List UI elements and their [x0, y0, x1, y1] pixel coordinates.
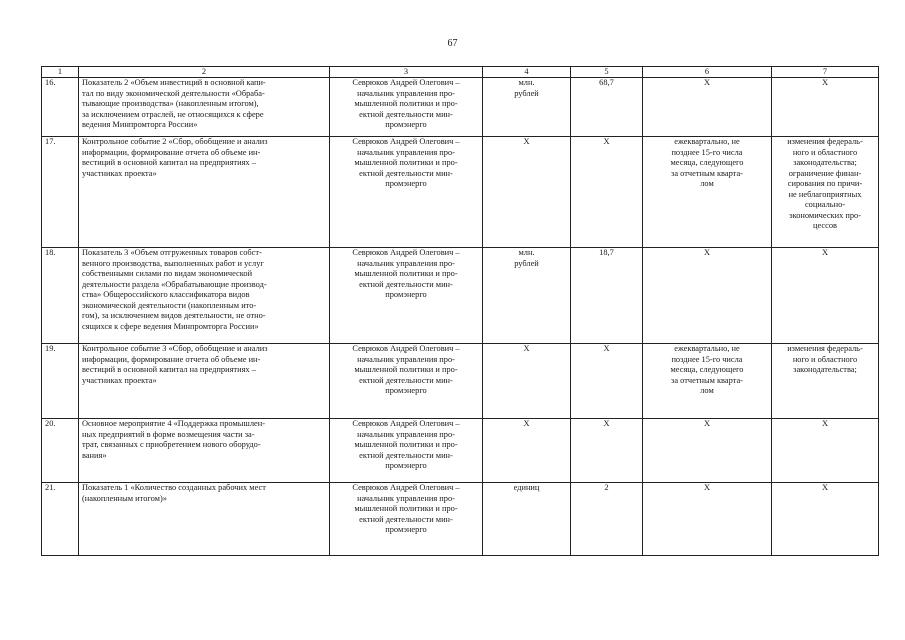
row-unit: млн. рублей [483, 248, 571, 344]
row-name: Показатель 3 «Объем отгруженных товаров собст- венного производства, выполненных работ и услуг собственными силами по видам экономической деятельности раздела «Обрабатывающие производ- ства» Общероссийского классификатора видов экономической деятельности (накопленным ито- гом), за исключением видов деятельности, не отно- сящихся к сфере ведения Минпромторга России» [79, 248, 330, 344]
row-risks: изменения федераль- ного и областного законодательства; ограничение финан- сирования по причи- не неблагоприятных социально- экономических про- цессов [772, 137, 879, 248]
table-row [42, 344, 879, 419]
row-name: Основное мероприятие 4 «Поддержка промышлен- ных предприятий в форме возмещения части за- трат, связанных с приобретением нового оборудо- вания» [79, 419, 330, 483]
row-value: 68,7 [571, 78, 643, 137]
row-name: Показатель 1 «Количество созданных рабочих мест (накопленным итогом)» [79, 483, 330, 556]
row-term: Х [643, 78, 772, 137]
row-risks: Х [772, 78, 879, 137]
row-unit: млн. рублей [483, 78, 571, 137]
col-header-1: 1 [42, 67, 79, 78]
row-number: 17. [42, 137, 79, 248]
row-risks: изменения федераль- ного и областного законодательства; [772, 344, 879, 419]
page-number: 67 [447, 38, 458, 49]
row-value: Х [571, 419, 643, 483]
row-number: 19. [42, 344, 79, 419]
table-row [42, 137, 879, 248]
row-responsible: Севрюков Андрей Олегович – начальник управления про- мышленной политики и про- ектной деятельности мин- промэнерго [330, 78, 483, 137]
row-name: Контрольное событие 3 «Сбор, обобщение и анализ информации, формирование отчета об объеме ин- вестиций в основной капитал на предприятиях – участниках проекта» [79, 344, 330, 419]
row-responsible: Севрюков Андрей Олегович – начальник управления про- мышленной политики и про- ектной деятельности мин- промэнерго [330, 344, 483, 419]
row-number: 21. [42, 483, 79, 556]
row-risks: Х [772, 248, 879, 344]
row-term: Х [643, 419, 772, 483]
table-row [42, 78, 879, 137]
row-term: ежеквартально, не позднее 15-го числа месяца, следующего за отчетным кварта- лом [643, 344, 772, 419]
column-number-row [42, 67, 879, 78]
col-header-3: 3 [330, 67, 483, 78]
col-header-5: 5 [571, 67, 643, 78]
row-name: Контрольное событие 2 «Сбор, обобщение и анализ информации, формирование отчета об объеме ин- вестиций в основной капитал на предприятиях – участниках проекта» [79, 137, 330, 248]
table-row [42, 248, 879, 344]
row-number: 20. [42, 419, 79, 483]
row-number: 16. [42, 78, 79, 137]
col-header-7: 7 [772, 67, 879, 78]
table-row [42, 483, 879, 556]
row-responsible: Севрюков Андрей Олегович – начальник управления про- мышленной политики и про- ектной деятельности мин- промэнерго [330, 248, 483, 344]
row-term: ежеквартально, не позднее 15-го числа месяца, следующего за отчетным кварта- лом [643, 137, 772, 248]
row-risks: Х [772, 419, 879, 483]
row-value: 18,7 [571, 248, 643, 344]
row-responsible: Севрюков Андрей Олегович – начальник управления про- мышленной политики и про- ектной деятельности мин- промэнерго [330, 483, 483, 556]
row-responsible: Севрюков Андрей Олегович – начальник управления про- мышленной политики и про- ектной деятельности мин- промэнерго [330, 419, 483, 483]
row-responsible: Севрюков Андрей Олегович – начальник управления про- мышленной политики и про- ектной деятельности мин- промэнерго [330, 137, 483, 248]
row-unit: Х [483, 344, 571, 419]
plan-table [41, 66, 879, 556]
col-header-6: 6 [643, 67, 772, 78]
row-number: 18. [42, 248, 79, 344]
col-header-2: 2 [79, 67, 330, 78]
row-value: Х [571, 344, 643, 419]
row-value: Х [571, 137, 643, 248]
row-term: Х [643, 248, 772, 344]
col-header-4: 4 [483, 67, 571, 78]
row-term: Х [643, 483, 772, 556]
row-unit: единиц [483, 483, 571, 556]
row-value: 2 [571, 483, 643, 556]
row-unit: Х [483, 419, 571, 483]
table-row [42, 419, 879, 483]
row-risks: Х [772, 483, 879, 556]
row-name: Показатель 2 «Объем инвестиций в основной капи- тал по виду экономической деятельности «Обраба- тывающие производства» (накопленным итогом), за исключением отраслей, не относящихся к сфере ведения Минпромторга России» [79, 78, 330, 137]
row-unit: Х [483, 137, 571, 248]
